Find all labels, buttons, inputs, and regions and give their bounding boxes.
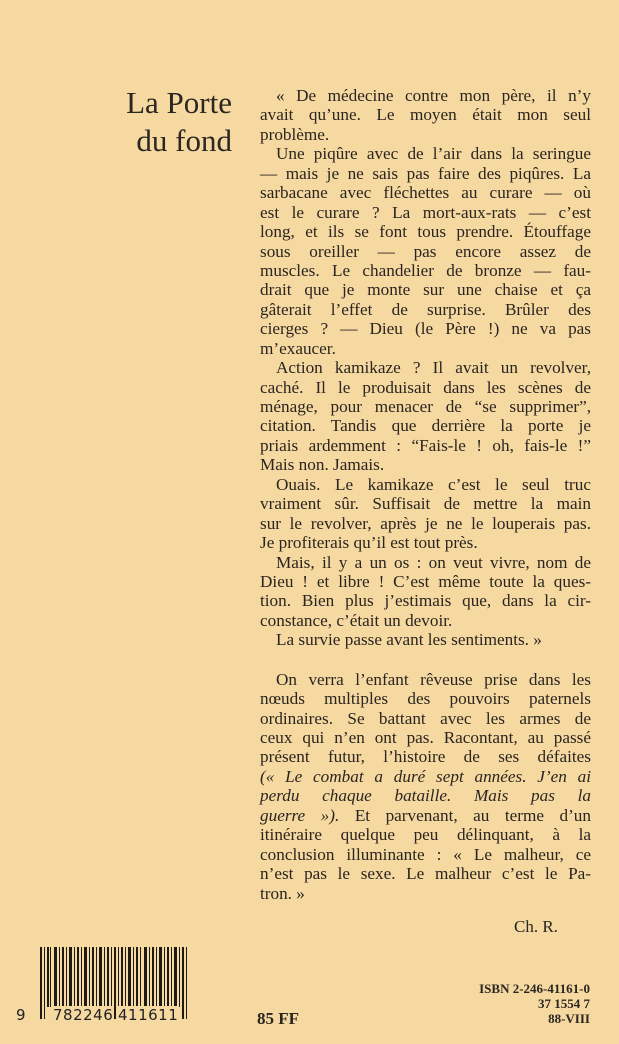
barcode-bar [74, 947, 75, 1007]
italic-quote: perdu chaque bataille. Mais pas la [260, 786, 591, 806]
barcode-bar [152, 947, 154, 1007]
barcode-bar [104, 947, 105, 1007]
text-line [260, 767, 591, 786]
barcode-bar [81, 947, 82, 1007]
barcode-bar [156, 947, 157, 1007]
barcode-bar [167, 947, 169, 1007]
text-line: est le curare ? La mort-aux-rats — c’est [260, 202, 591, 222]
text-line: avait qu’une. Le moyen était mon seul [260, 105, 591, 125]
signature: Ch. R. [514, 917, 558, 936]
barcode-bar [92, 947, 94, 1007]
text-line: La survie passe avant les sentiments. » [276, 630, 542, 650]
text-line: « De médecine contre mon père, il n’y [276, 86, 591, 105]
paragraph [260, 630, 591, 649]
barcode-bar [174, 947, 177, 1007]
barcode-bar [89, 947, 90, 1007]
text-line: drait que je monte sur une chaise et ça [260, 280, 591, 300]
barcode-bar [118, 947, 119, 1007]
barcode-bar [44, 947, 45, 1019]
text-line: Dieu ! et libre ! C’est même toute la ques- [260, 571, 591, 591]
paragraph [260, 144, 591, 358]
paragraph [260, 86, 591, 144]
blurb-text [260, 86, 591, 903]
barcode-bar [121, 947, 123, 1007]
catalog-number: 37 1554 7 [538, 996, 590, 1011]
barcode-bar [125, 947, 126, 1007]
text-line: nœuds multiples des pouvoirs paternels [260, 689, 591, 709]
barcode-bar [164, 947, 165, 1007]
title-line: du fond [136, 123, 232, 158]
paragraph [260, 553, 591, 631]
edition-code: 88-VIII [548, 1011, 590, 1026]
text-line: itinéraire quelque peu délinquant, à la [260, 825, 591, 845]
text-line: — mais je ne sais pas faire des piqûres. La [260, 163, 591, 183]
text-line: Mais non. Jamais. [260, 455, 385, 475]
text-line: Une piqûre avec de l’air dans la seringue [276, 144, 591, 164]
text-line: présent futur, l’histoire de ses défaites [260, 747, 591, 767]
paragraph [260, 670, 591, 903]
text-line: Mais, il y a un os : on veut vivre, nom de [276, 552, 591, 572]
price: 85 FF [257, 1009, 300, 1028]
text-line: n’est pas le sexe. Le malheur c’est le Pa- [260, 864, 591, 884]
text-line: long, et ils se font tous prendre. Étouffage [260, 222, 591, 242]
barcode-bar [114, 947, 116, 1019]
text-line: Je profiterais qu’il est tout près. [260, 533, 478, 553]
barcode-bar [96, 947, 97, 1007]
text-line: problème. [260, 124, 330, 144]
barcode-bar [144, 947, 147, 1007]
barcode-digits-1: 782246 [53, 1006, 114, 1024]
text-line: ceux qui n’en ont pas. Racontant, au passé [260, 728, 591, 747]
text-line: ménage, pour menacer de “se supprimer”, [260, 397, 591, 416]
text-line: caché. Il le produisait dans les scènes de [260, 377, 591, 397]
barcode-bar [107, 947, 109, 1007]
text-line: Action kamikaze ? Il avait un revolver, [276, 358, 591, 378]
text-line: conclusion illuminante : « Le malheur, ce [260, 844, 591, 864]
text-line: cierges ? — Dieu (le Père !) ne va pas [260, 319, 591, 339]
barcode-bar [133, 947, 134, 1007]
isbn-block [479, 981, 590, 1026]
text-line: tion. Bien plus j’estimais que, dans la cir- [260, 591, 591, 611]
barcode-bar [149, 947, 150, 1007]
text-line: muscles. Le chandelier de bronze — fau- [260, 260, 591, 280]
barcode-bar [66, 947, 67, 1007]
barcode-digits-2: 411611 [118, 1006, 179, 1024]
barcode-bar [140, 947, 141, 1007]
barcode-bar [136, 947, 138, 1007]
text-line: Ouais. Le kamikaze c’est le seul truc [276, 474, 591, 494]
paragraph [260, 358, 591, 475]
text-line: gâterait l’effet de surprise. Brûler des [260, 299, 591, 319]
barcode-bar [77, 947, 79, 1007]
barcode-bar [171, 947, 172, 1007]
text-line: priais ardemment : “Fais-le ! oh, fais-le !” [260, 435, 591, 455]
text-line: vraiment sûr. Suffisait de mettre la main [260, 494, 591, 514]
barcode-bar [50, 947, 51, 1007]
text-line: constance, c’était un devoir. [260, 610, 453, 630]
barcode-bar [179, 947, 180, 1007]
title-line: La Porte [126, 85, 232, 120]
text-line [260, 806, 591, 825]
barcode-bar [182, 947, 184, 1019]
text-line: citation. Tandis que derrière la porte je [260, 416, 591, 436]
barcode-bar [128, 947, 131, 1007]
barcode-bar [62, 947, 64, 1007]
barcode-bar [47, 947, 49, 1007]
barcode-bar [186, 947, 187, 1019]
text-line: sur le revolver, après je ne le louperais pas. [260, 513, 591, 533]
barcode-bar [59, 947, 60, 1007]
text-line: sous oreiller — pas encore assez de [260, 241, 591, 261]
text-line: tron. » [260, 883, 305, 903]
text-line [260, 786, 591, 805]
italic-quote: guerre »). [260, 805, 340, 825]
barcode-bar [84, 947, 87, 1007]
barcode-bar [159, 947, 162, 1007]
isbn: ISBN 2-246-41161-0 [479, 981, 590, 996]
text-line: ordinaires. Se battant avec les armes de [260, 708, 591, 728]
text-segment: Et parvenant, au terme d’un [339, 805, 591, 825]
text-line: m’exaucer. [260, 338, 336, 358]
paragraph [260, 475, 591, 553]
barcode-bar [40, 947, 42, 1019]
italic-quote: (« Le combat a duré sept années. J’en ai [260, 766, 591, 786]
text-line: sarbacane avec fléchettes au curare — où [260, 183, 591, 203]
barcode-bar [99, 947, 102, 1007]
barcode-bar [54, 947, 57, 1007]
book-title [126, 84, 232, 160]
barcode-lead-digit: 9 [16, 1006, 26, 1024]
text-line: On verra l’enfant rêveuse prise dans les [276, 669, 591, 689]
barcode-bar [69, 947, 72, 1007]
